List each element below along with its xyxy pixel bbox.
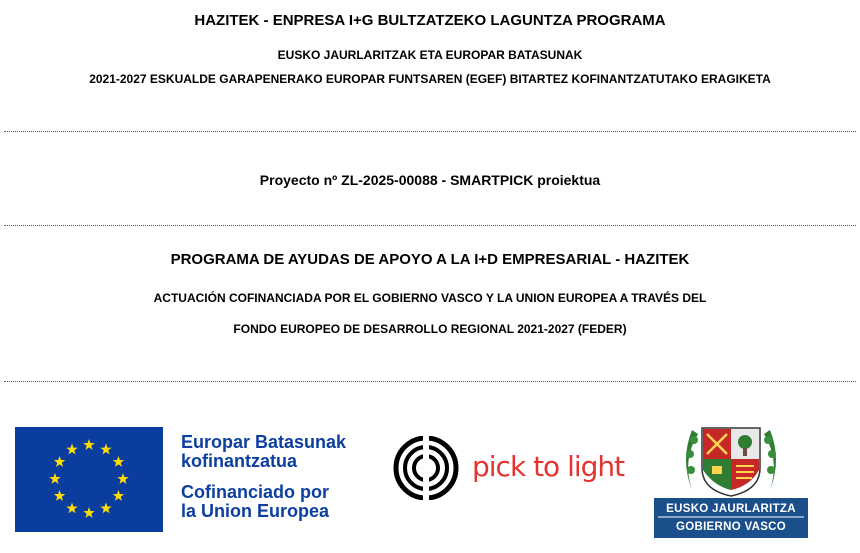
eu-text-line: Cofinanciado por bbox=[181, 482, 329, 502]
eu-star-icon bbox=[66, 502, 77, 513]
eusko-jaurlaritza-logo bbox=[652, 420, 810, 540]
document-title: HAZITEK - ENPRESA I+G BULTZATZEKO LAGUNTZA PROGRAMA bbox=[194, 12, 666, 29]
eu-text-line: Europar Batasunak bbox=[181, 432, 347, 452]
eu-text-line: la Union Europea bbox=[181, 501, 330, 521]
dotted-divider bbox=[4, 131, 856, 132]
dotted-divider bbox=[4, 381, 856, 382]
gobierno-vasco-label: GOBIERNO VASCO bbox=[675, 521, 787, 533]
dotted-divider bbox=[4, 225, 856, 226]
program-fund-line: FONDO EUROPEO DE DESARROLLO REGIONAL 2021-2027 (FEDER) bbox=[233, 322, 627, 336]
document-subtitle: EUSKO JAURLARITZAK ETA EUROPAR BATASUNAK bbox=[277, 48, 583, 62]
eu-stars-icon bbox=[15, 427, 163, 532]
eu-star-icon bbox=[113, 456, 124, 467]
eu-star-icon bbox=[100, 444, 111, 455]
project-line: Proyecto nº ZL-2025-00088 - SMARTPICK proiektua bbox=[259, 172, 601, 188]
eu-star-icon bbox=[83, 507, 94, 518]
pick-to-light-wordmark: pick to light bbox=[472, 450, 625, 483]
pick-to-light-logo bbox=[392, 436, 625, 500]
program-cofinancing-line: ACTUACIÓN COFINANCIADA POR EL GOBIERNO VASCO Y LA UNION EUROPEA A TRAVÉS DEL bbox=[153, 291, 707, 305]
concentric-rings-icon bbox=[392, 436, 462, 500]
eu-star-icon bbox=[49, 473, 60, 484]
document-subtitle-funding: 2021-2027 ESKUALDE GARAPENERAKO EUROPAR FUNTSAREN (EGEF) BITARTEZ KOFINANTZATUTAKO ERAGIKETA bbox=[89, 72, 771, 86]
eu-star-icon bbox=[117, 473, 128, 484]
eu-flag-logo bbox=[15, 427, 163, 532]
program-title: PROGRAMA DE AYUDAS DE APOYO A LA I+D EMPRESARIAL - HAZITEK bbox=[170, 251, 690, 268]
eu-cofinancing-text bbox=[181, 433, 346, 521]
eu-text-line: kofinantzatua bbox=[181, 451, 298, 471]
eu-star-icon bbox=[100, 502, 111, 513]
eu-star-icon bbox=[113, 490, 124, 501]
eu-star-icon bbox=[54, 490, 65, 501]
eusko-jaurlaritza-label: EUSKO JAURLARITZA bbox=[666, 503, 796, 515]
eu-star-icon bbox=[83, 439, 94, 450]
eu-star-icon bbox=[54, 456, 65, 467]
eu-star-icon bbox=[66, 444, 77, 455]
